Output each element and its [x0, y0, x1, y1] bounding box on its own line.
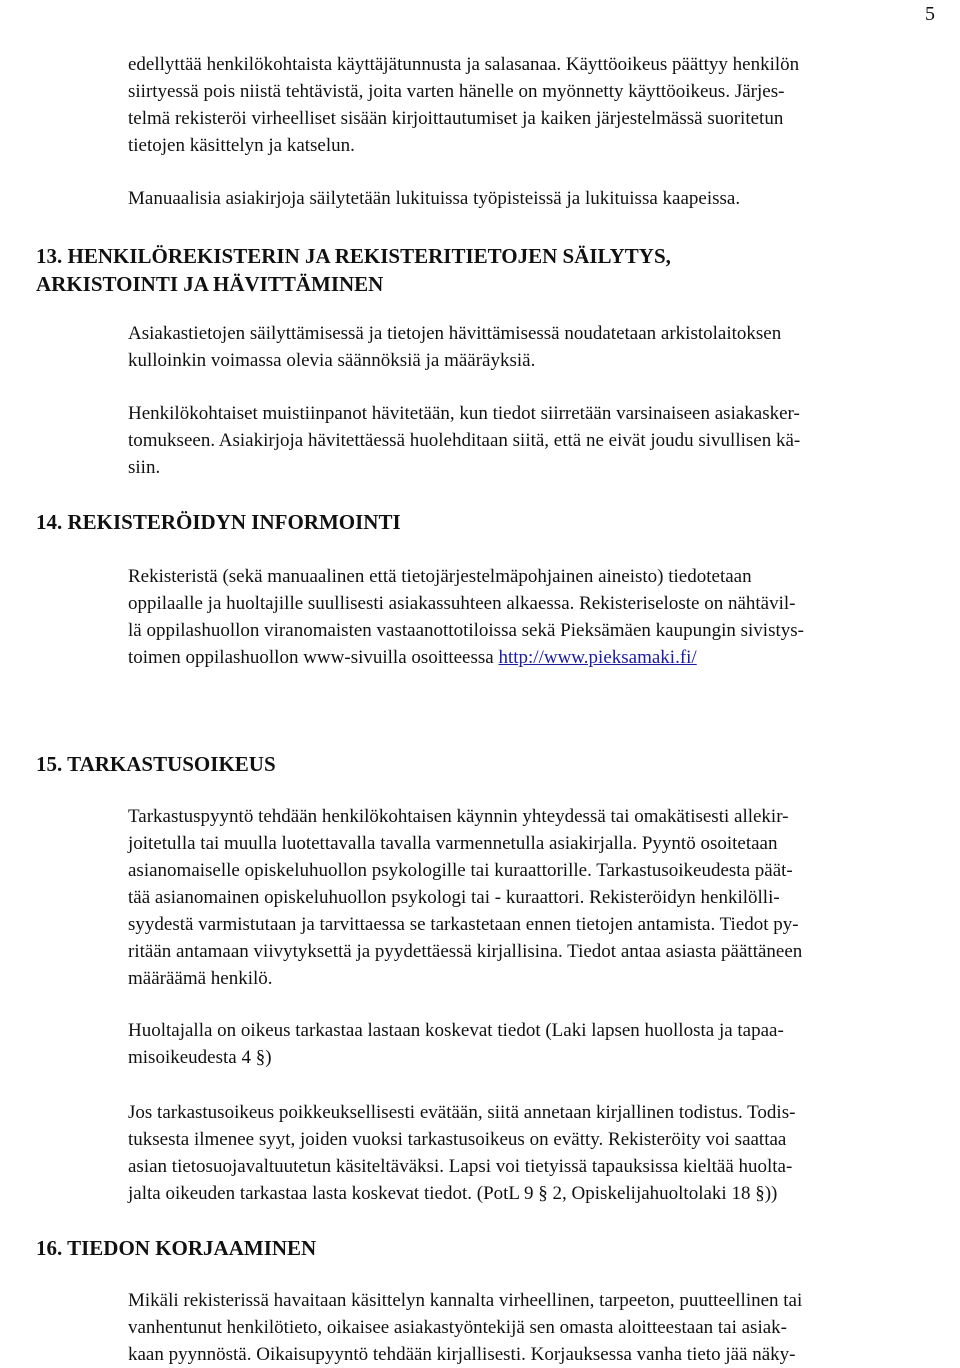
text-line: asianomaiselle opiskeluhuollon psykologille tai kuraattorille. Tarkastusoikeudesta päät-: [128, 860, 793, 881]
text-line: oppilaalle ja huoltajille suullisesti asiakassuhteen alkaessa. Rekisteriseloste on nähtävil-: [128, 593, 796, 614]
page-number: 5: [925, 3, 935, 25]
section-14-paragraph-1: [128, 563, 960, 671]
text-line: Asiakastietojen säilyttämisessä ja tietojen hävittämisessä noudatetaan arkistolaitoksen: [128, 323, 782, 344]
text-line: Manuaalisia asiakirjoja säilytetään lukituissa työpisteissä ja lukituissa kaapeissa.: [128, 188, 741, 209]
text-line: Henkilökohtaiset muistiinpanot hävitetään, kun tiedot siirretään varsinaiseen asiakasker-: [128, 403, 800, 424]
heading-line: 14. REKISTERÖIDYN INFORMOINTI: [36, 510, 401, 534]
text-line: ritään antamaan viivytyksettä ja pyydettäessä kirjallisina. Tiedot antaa asiasta päättäneen: [128, 941, 803, 962]
text-line: jalta oikeuden tarkastaa lasta koskevat tiedot. (PotL 9 § 2, Opiskelijahuoltolaki 18 §)): [128, 1183, 778, 1204]
text-line: Mikäli rekisterissä havaitaan käsittelyn kannalta virheellinen, tarpeeton, puutteellinen tai: [128, 1290, 803, 1311]
manual-docs-paragraph: [128, 185, 960, 212]
section-16-paragraph-1: [128, 1287, 960, 1368]
section-15-paragraph-2: [128, 1017, 960, 1071]
text-line: vanhentunut henkilötieto, oikaisee asiakastyöntekijä sen omasta aloitteestaan tai asiak-: [128, 1317, 787, 1338]
text-line: joitetulla tai muulla luotettavalla tavalla varmennetulla asiakirjalla. Pyyntö osoitetaan: [128, 833, 778, 854]
text-line: kulloinkin voimassa olevia säännöksiä ja määräyksiä.: [128, 350, 536, 371]
text-line: Huoltajalla on oikeus tarkastaa lastaan koskevat tiedot (Laki lapsen huollosta ja tapaa-: [128, 1020, 784, 1041]
text-line: asian tietosuojavaltuutetun käsiteltäväksi. Lapsi voi tietyissä tapauksissa kieltää huolta-: [128, 1156, 793, 1177]
text-line: Tarkastuspyyntö tehdään henkilökohtaisen käynnin yhteydessä tai omakätisesti allekir-: [128, 806, 789, 827]
heading-line: ARKISTOINTI JA HÄVITTÄMINEN: [36, 272, 384, 296]
text-line: määräämä henkilö.: [128, 968, 273, 989]
text-fragment: toimen oppilashuollon www-sivuilla osoitteessa: [128, 647, 499, 668]
text-line: siirtyessä pois niistä tehtävistä, joita varten hänelle on myönnetty käyttöoikeus. Järjes-: [128, 81, 785, 102]
text-line: tää asianomainen opiskeluhuollon psykologi tai - kuraattori. Rekisteröidyn henkilölli-: [128, 887, 780, 908]
text-line: [128, 644, 960, 671]
text-line: tomukseen. Asiakirjoja hävitettäessä huolehditaan siitä, että ne eivät joudu sivullisen kä-: [128, 430, 801, 451]
heading-line: 13. HENKILÖREKISTERIN JA REKISTERITIETOJEN SÄILYTYS,: [36, 244, 671, 268]
section-15-paragraph-1: [128, 803, 960, 992]
text-line: siin.: [128, 457, 161, 478]
text-line: telmä rekisteröi virheelliset sisään kirjoittautumiset ja kaiken järjestelmässä suoritetun: [128, 108, 784, 129]
text-line: syydestä varmistutaan ja tarvittaessa se tarkastetaan ennen tietojen antamista. Tiedot py-: [128, 914, 799, 935]
text-line: Jos tarkastusoikeus poikkeuksellisesti evätään, siitä annetaan kirjallinen todistus. Todis-: [128, 1102, 796, 1123]
section-13-paragraph-2: [128, 400, 960, 481]
section-13-heading: [36, 242, 936, 298]
text-line: misoikeudesta 4 §): [128, 1047, 272, 1068]
text-line: edellyttää henkilökohtaista käyttäjätunnusta ja salasanaa. Käyttöoikeus päättyy henkilön: [128, 54, 800, 75]
text-line: tietojen käsittelyn ja katselun.: [128, 135, 355, 156]
section-15-heading: [36, 750, 936, 778]
heading-line: 15. TARKASTUSOIKEUS: [36, 752, 276, 776]
intro-paragraph: [128, 51, 960, 159]
section-13-paragraph-1: [128, 320, 960, 374]
text-line: Rekisteristä (sekä manuaalinen että tietojärjestelmäpohjainen aineisto) tiedotetaan: [128, 566, 752, 587]
text-line: kaan pyynnöstä. Oikaisupyyntö tehdään kirjallisesti. Korjauksessa vanha tieto jää näky-: [128, 1344, 796, 1365]
text-line: tuksesta ilmenee syyt, joiden vuoksi tarkastusoikeus on evätty. Rekisteröity voi saattaa: [128, 1129, 787, 1150]
section-16-heading: [36, 1234, 936, 1262]
section-15-paragraph-3: [128, 1099, 960, 1207]
text-line: lä oppilashuollon viranomaisten vastaanottotiloissa sekä Pieksämäen kaupungin sivistys-: [128, 620, 804, 641]
section-14-heading: [36, 508, 936, 536]
pieksamaki-website-link[interactable]: http://www.pieksamaki.fi/: [498, 647, 697, 668]
heading-line: 16. TIEDON KORJAAMINEN: [36, 1236, 317, 1260]
